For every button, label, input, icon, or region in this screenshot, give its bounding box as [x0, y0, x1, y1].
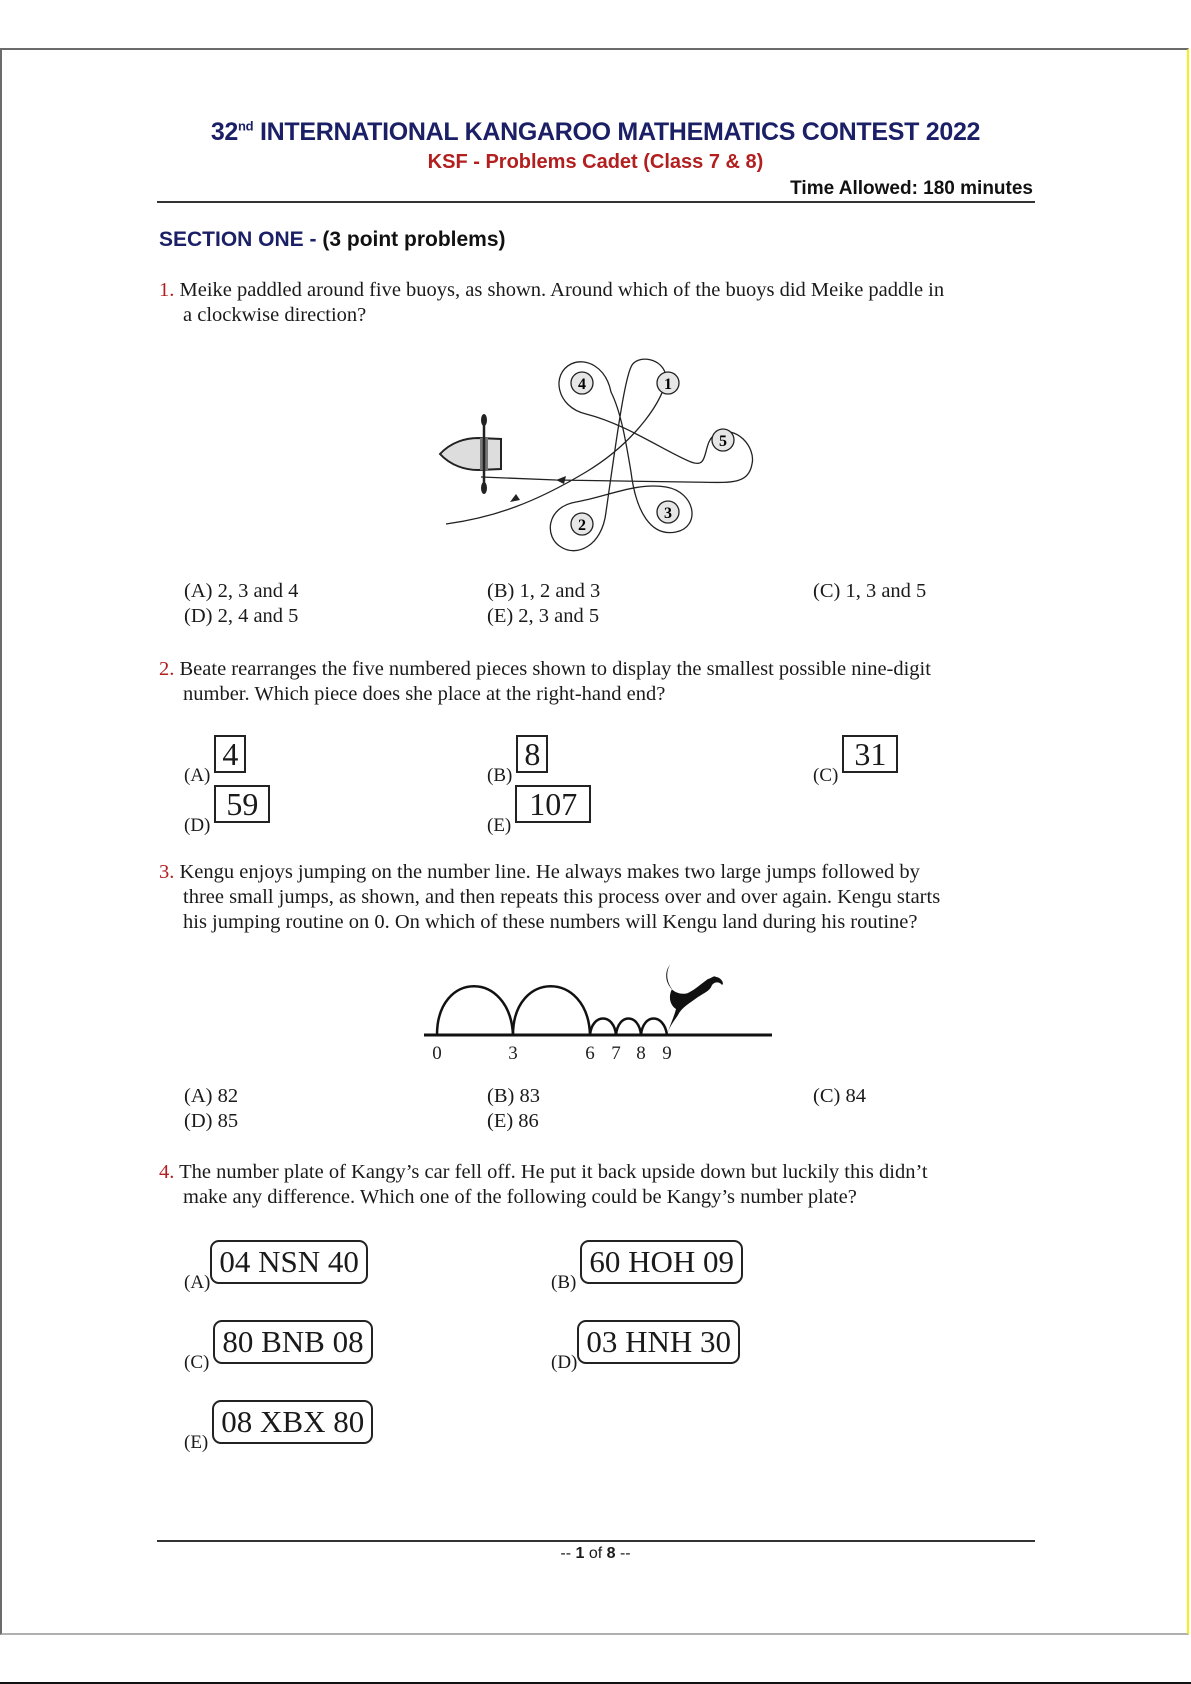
- title-ordinal: nd: [238, 118, 254, 134]
- question-text: Beate rearranges the five numbered pieces shown to display the smallest possible nine-digit: [174, 658, 931, 680]
- contest-subtitle: KSF - Problems Cadet (Class 7 & 8): [427, 151, 764, 173]
- option-a[interactable]: (A) 2, 3 and 4: [184, 580, 299, 602]
- question-number: 1.: [159, 279, 175, 301]
- question-text: Meike paddled around five buoys, as shown. Around which of the buoys did Meike paddle in: [174, 279, 945, 301]
- header-rule: [157, 201, 1035, 203]
- svg-text:2: 2: [578, 517, 586, 534]
- option-d[interactable]: (D) 85: [184, 1110, 239, 1132]
- page-number: -- 1 of 8 --: [560, 1545, 631, 1562]
- arrow-icon: [510, 494, 520, 502]
- number-piece: 8: [516, 735, 548, 773]
- svg-text:4: 4: [578, 376, 586, 393]
- number-plate: 03 HNH 30: [577, 1320, 740, 1364]
- option-c[interactable]: [184, 1320, 373, 1374]
- section-heading: [159, 228, 506, 252]
- question-4: [159, 1160, 1039, 1210]
- option-label: (B): [551, 1272, 577, 1293]
- number-piece: 31: [842, 735, 898, 773]
- kangaroo-icon: [666, 965, 723, 1035]
- option-label: (D): [551, 1352, 578, 1373]
- option-e[interactable]: (E) 86: [487, 1110, 539, 1132]
- option-label: (C): [184, 1352, 210, 1373]
- svg-text:5: 5: [719, 433, 727, 450]
- svg-text:9: 9: [662, 1043, 672, 1064]
- option-e[interactable]: (E) 2, 3 and 5: [487, 605, 600, 627]
- question-1: [159, 278, 1039, 328]
- footer-rule: [157, 1540, 1035, 1542]
- buoys-figure: [436, 352, 776, 562]
- option-b[interactable]: (B) 83: [487, 1085, 540, 1107]
- svg-text:3: 3: [508, 1043, 518, 1064]
- option-a[interactable]: (A) 82: [184, 1085, 239, 1107]
- option-a[interactable]: [184, 735, 246, 787]
- arrow-icon: [556, 476, 566, 484]
- section-points: (3 point problems): [322, 228, 506, 251]
- question-text: three small jumps, as shown, and then repeats this process over and over again. Kengu starts: [183, 886, 941, 908]
- option-b[interactable]: [551, 1240, 743, 1294]
- svg-text:3: 3: [664, 505, 672, 522]
- option-a[interactable]: [184, 1240, 368, 1294]
- option-label: (A): [184, 765, 211, 786]
- option-b[interactable]: [487, 735, 548, 787]
- question-text: number. Which piece does she place at the right-hand end?: [183, 683, 666, 705]
- option-label: (A): [184, 1272, 211, 1293]
- option-label: (B): [487, 765, 513, 786]
- option-c[interactable]: (C) 1, 3 and 5: [813, 580, 927, 602]
- option-b[interactable]: (B) 1, 2 and 3: [487, 580, 601, 602]
- section-name: SECTION ONE -: [159, 228, 323, 251]
- svg-text:8: 8: [636, 1043, 646, 1064]
- number-plate: 08 XBX 80: [212, 1400, 373, 1444]
- option-label: (C): [813, 765, 839, 786]
- question-text: The number plate of Kangy’s car fell off. He put it back upside down but luckily this didn’t: [174, 1161, 928, 1183]
- title-text: INTERNATIONAL KANGAROO MATHEMATICS CONTEST 2022: [253, 118, 981, 146]
- number-plate: 04 NSN 40: [210, 1240, 368, 1284]
- option-e[interactable]: [184, 1400, 373, 1454]
- option-d[interactable]: [551, 1320, 740, 1374]
- number-piece: 107: [515, 785, 591, 823]
- option-label: (E): [184, 1432, 209, 1453]
- option-c[interactable]: (C) 84: [813, 1085, 866, 1107]
- option-label: (E): [487, 815, 512, 836]
- number-piece: 4: [214, 735, 246, 773]
- number-line-figure: [420, 955, 780, 1065]
- svg-text:7: 7: [611, 1043, 621, 1064]
- question-text: his jumping routine on 0. On which of these numbers will Kengu land during his routine?: [183, 911, 918, 933]
- question-number: 2.: [159, 658, 175, 680]
- question-number: 3.: [159, 861, 175, 883]
- option-c[interactable]: [813, 735, 898, 787]
- question-text: make any difference. Which one of the following could be Kangy’s number plate?: [183, 1186, 857, 1208]
- option-d[interactable]: (D) 2, 4 and 5: [184, 605, 299, 627]
- question-2: [159, 657, 1039, 707]
- option-label: (D): [184, 815, 211, 836]
- number-plate: 60 HOH 09: [580, 1240, 743, 1284]
- option-e[interactable]: [487, 785, 591, 837]
- svg-text:0: 0: [432, 1043, 442, 1064]
- contest-title: [0, 118, 1191, 147]
- question-text: Kengu enjoys jumping on the number line. He always makes two large jumps followed by: [174, 861, 920, 883]
- question-text: a clockwise direction?: [183, 304, 367, 326]
- svg-text:6: 6: [585, 1043, 595, 1064]
- option-d[interactable]: [184, 785, 270, 837]
- title-number: 32: [210, 118, 239, 146]
- time-allowed: Time Allowed: 180 minutes: [790, 178, 1033, 199]
- question-3: [159, 860, 1039, 935]
- boat-icon: [440, 414, 501, 494]
- question-number: 4.: [159, 1161, 175, 1183]
- svg-text:1: 1: [664, 376, 672, 393]
- number-plate: 80 BNB 08: [213, 1320, 372, 1364]
- number-piece: 59: [214, 785, 270, 823]
